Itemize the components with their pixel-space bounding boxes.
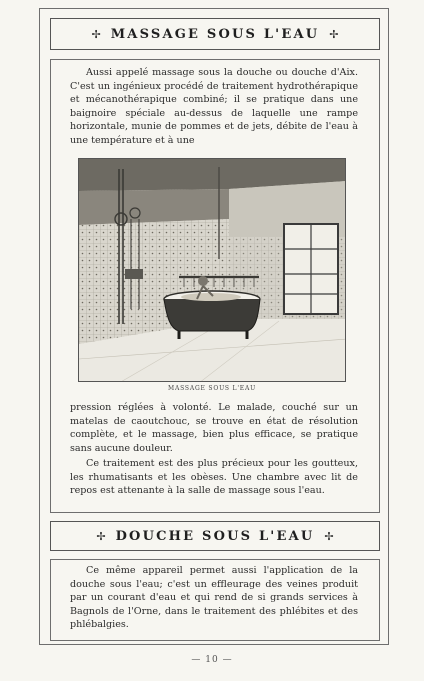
section-title-box-douche xyxy=(50,521,380,551)
ornament-left-icon: ✢ xyxy=(96,529,106,543)
ornament-right-icon: ✢ xyxy=(329,27,339,41)
section-title-massage: MASSAGE SOUS L'EAU xyxy=(110,26,320,42)
section-title-box-massage xyxy=(50,18,380,50)
page-number: — 10 — xyxy=(191,655,233,665)
paragraph-massage-continued: pression réglées à volonté. Le malade, couché sur un matelas de caoutchouc, se trouve en état de résolution complète, et le massage, bien plus efficace, se pratique sans aucune douleur. xyxy=(70,402,358,454)
paragraph-treatment: Ce traitement est des plus précieux pour les goutteux, les rhumatisants et les obèses. Une chambre avec lit de repos est attenante à la salle de massage sous l'eau. xyxy=(70,458,358,497)
paragraph-douche: Ce même appareil permet aussi l'application de la douche sous l'eau; c'est un effleurage des veines produit par un courant d'eau et qui rend de si grands services à Bagnols de l'Orne, dans le traitement des phlébites et des phlébalgies. xyxy=(70,565,358,631)
ornament-left-icon: ✢ xyxy=(91,27,101,41)
bath-illustration xyxy=(78,158,346,382)
ornament-right-icon: ✢ xyxy=(324,529,334,543)
paragraph-intro: Aussi appelé massage sous la douche ou douche d'Aix. C'est un ingénieux procédé de traitement hydrothérapique et mécanothérapique combiné; il se pratique dans une baignoire spéciale au-dessus de laquelle une rampe horizontale, munie de pommes et de jets, débite de l'eau à une température et à une xyxy=(70,67,358,146)
section-title-douche: DOUCHE SOUS L'EAU xyxy=(115,528,315,544)
illustration-caption: MASSAGE SOUS L'EAU xyxy=(168,385,256,392)
